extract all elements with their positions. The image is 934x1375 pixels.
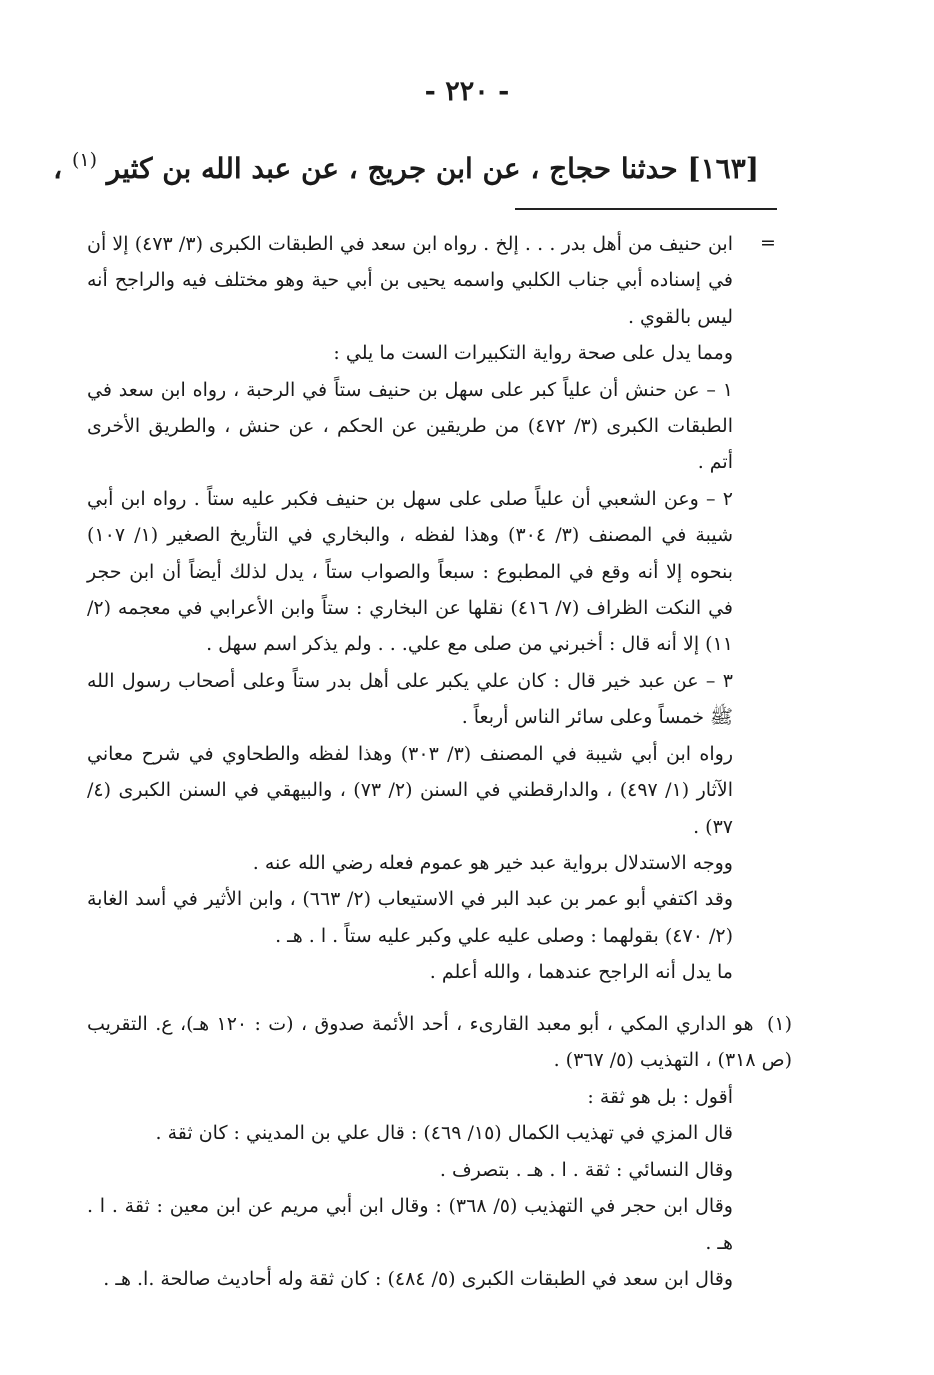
hadith-heading — [53, 140, 759, 189]
hadith-trailing-comma: ، — [53, 152, 63, 185]
note-paragraph: ابن حنيف من أهل بدر . . . إلخ . رواه ابن سعد في الطبقات الكبرى (٣/ ٤٧٣) إلا أن في إسناده أبي جناب الكلبي واسمه يحيى بن أبي حية وهو مختلف فيه والراجح أنه ليس بالقوي . — [87, 233, 733, 328]
note-paragraph: رواه ابن أبي شيبة في المصنف (٣/ ٣٠٣) وهذا لفظه والطحاوي في شرح معاني الآثار (١/ ٤٩٧) ، والدارقطني في السنن (٢/ ٧٣) ، والبيهقي في السنن الكبرى (٤/ ٣٧) . — [87, 742, 733, 838]
note-paragraph: ومما يدل على صحة رواية التكبيرات الست ما يلي : — [333, 342, 733, 365]
footnote-reference[interactable]: (١) — [71, 149, 98, 171]
footnote-divider — [515, 208, 777, 210]
note-paragraph: ٢ – وعن الشعبي أن علياً صلى على سهل بن حنيف فكبر عليه ستاً . رواه ابن أبي شيبة في المصنف (٣/ ٣٠٤) وهذا لفظه ، والبخاري في التأريخ الصغير (١/ ١٠٧) بنحوه إلا أنه وقع في المطبوع : سبعاً والصواب ستاً ، يدل لذلك أيضاً أن ابن حجر في النكت الظراف (٧/ ٤١٦) نقلها عن البخاري : ستاً وابن الأعرابي في معجمه (٢/ ١١) إلا أنه قال : أخبرني من صلى مع علي. . . ولم يذكر اسم سهل . — [87, 487, 733, 656]
footnote-line: أقول : بل هو ثقة : — [587, 1086, 733, 1108]
note-paragraph: ٣ – عن عبد خير قال : كان علي يكبر على أهل بدر ستاً وعلى أصحاب رسول الله ﷺ خمساً وعلى سائر الناس أربعاً . — [87, 669, 733, 729]
note-paragraph: ووجه الاستدلال برواية عبد خير هو عموم فعله رضي الله عنه . — [252, 851, 733, 874]
footnote-line: قال المزي في تهذيب الكمال (١٥/ ٤٦٩) : قال علي بن المديني : كان ثقة . — [155, 1122, 733, 1145]
footnote-number: (١) — [766, 1013, 792, 1035]
page-number: - ٢٢٠ - — [424, 76, 510, 107]
note-paragraph: ما يدل أنه الراجح عندهما ، والله أعلم . — [429, 961, 733, 984]
footnote-line: وقال ابن سعد في الطبقات الكبرى (٥/ ٤٨٤) : كان ثقة وله أحاديث صالحة .ا. هـ . — [103, 1268, 733, 1291]
footnote-1-continuation — [87, 1079, 733, 1297]
footnote-line: وقال النسائي : ثقة . ا . هـ . بتصرف . — [439, 1158, 733, 1181]
note-paragraph: وقد اكتفي أبو عمر بن عبد البر في الاستيعاب (٢/ ٦٦٣) ، وابن الأثير في أسد الغابة (٢/ ٤٧٠) بقولهما : وصلى عليه علي وكبر عليه ستاً . ا . هـ . — [87, 888, 733, 947]
hadith-number: [١٦٣] — [687, 152, 759, 185]
footnote-1 — [87, 1006, 792, 1079]
note-paragraph: ١ – عن حنش أن علياً كبر على سهل بن حنيف ستاً في الرحبة ، رواه ابن سعد في الطبقات الكبرى (٣/ ٤٧٢) من طريقين عن الحكم ، عن حنش ، والطريق الأخرى أتم . — [87, 378, 733, 474]
continued-footnote-body — [87, 226, 733, 991]
continuation-mark: = — [760, 232, 776, 254]
footnote-text: هو الداري المكي ، أبو معبد القارىء ، أحد الأئمة صدوق ، (ت : ١٢٠ هـ)، ع. التقريب (ص ٣١٨) ، التهذيب (٥/ ٣٦٧) . — [87, 1013, 792, 1072]
hadith-text: حدثنا حجاج ، عن ابن جريج ، عن عبد الله بن كثير — [106, 152, 678, 185]
footnote-line: وقال ابن حجر في التهذيب (٥/ ٣٦٨) : وقال ابن أبي مريم عن ابن معين : ثقة . ا . هـ . — [87, 1195, 733, 1254]
